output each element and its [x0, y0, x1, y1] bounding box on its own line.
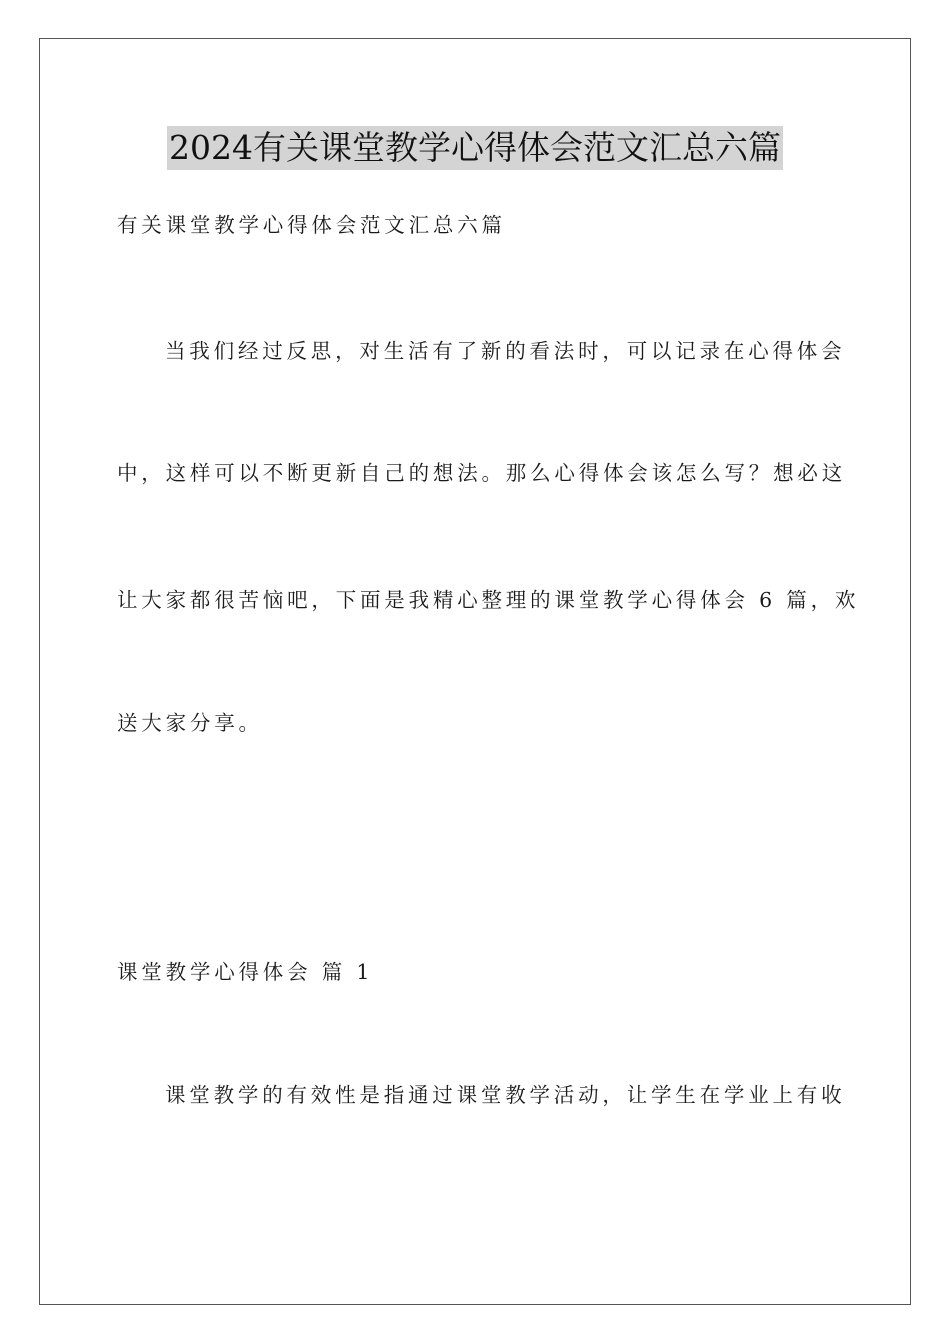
intro-line: 当我们经过反思，对生活有了新的看法时，可以记录在心得体会	[165, 339, 846, 363]
section-line: 课堂教学的有效性是指通过课堂教学活动，让学生在学业上有收	[165, 1083, 846, 1107]
title-container	[0, 126, 950, 170]
document-title: 2024有关课堂教学心得体会范文汇总六篇	[167, 126, 783, 170]
intro-line: 中，这样可以不断更新自己的想法。那么心得体会该怎么写？想必这	[117, 461, 846, 485]
intro-line: 让大家都很苦恼吧，下面是我精心整理的课堂教学心得体会 6 篇，欢	[117, 588, 860, 612]
section-heading: 课堂教学心得体会 篇 1	[117, 960, 374, 984]
document-subtitle: 有关课堂教学心得体会范文汇总六篇	[117, 213, 506, 237]
intro-line: 送大家分享。	[117, 711, 263, 735]
